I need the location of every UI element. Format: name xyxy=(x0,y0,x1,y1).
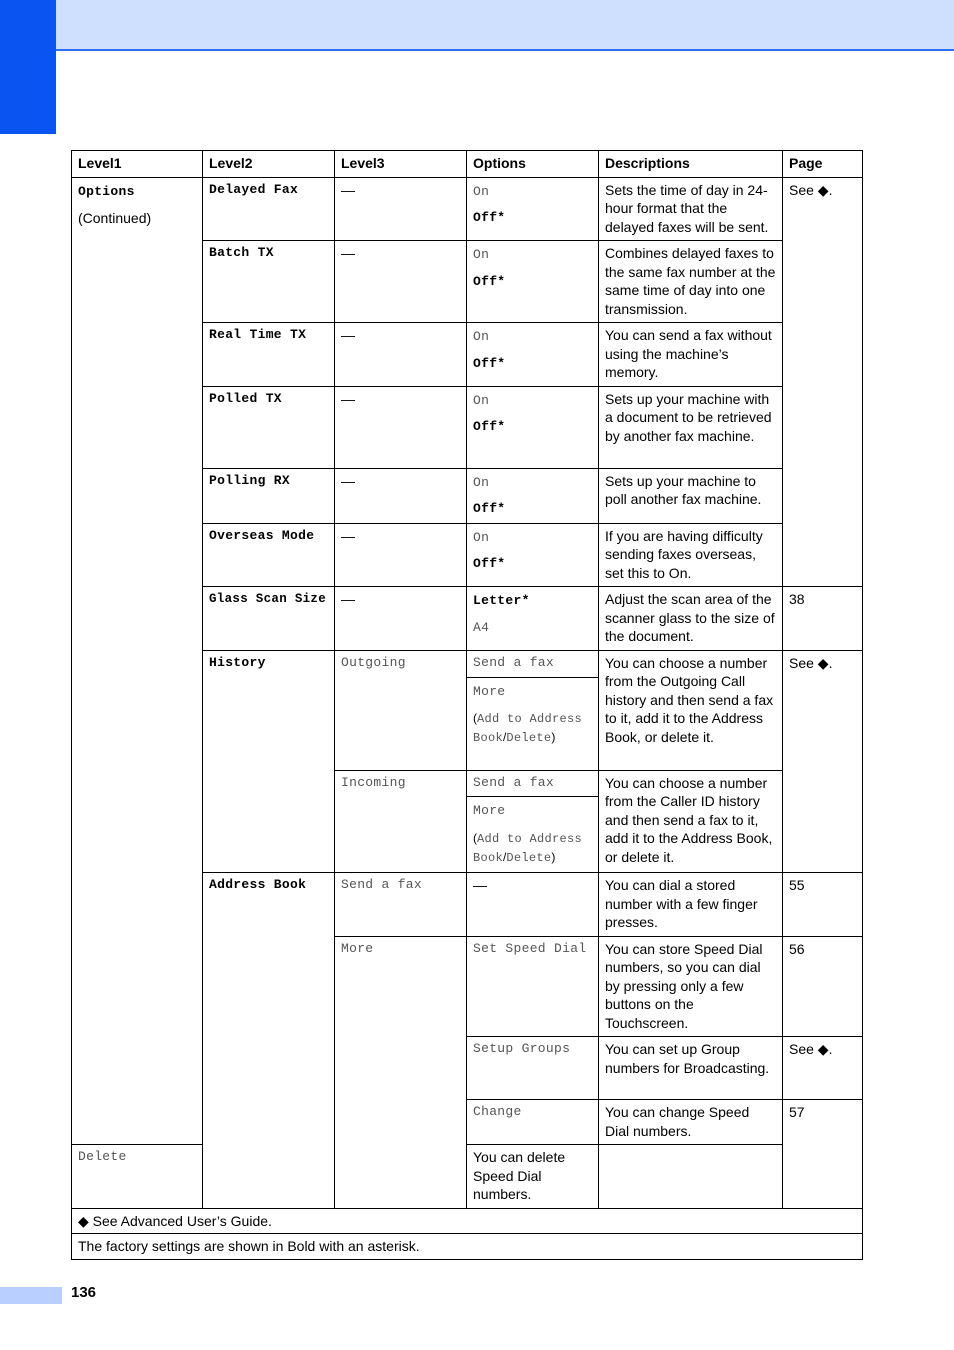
level2-batch-tx: Batch TX xyxy=(203,241,335,323)
description-cell: You can delete Speed Dial numbers. xyxy=(467,1145,599,1209)
level1-name: Options xyxy=(78,183,135,199)
level3-cell: — xyxy=(335,323,467,387)
option-more: More xyxy=(473,803,506,818)
option-set-speed-dial: Set Speed Dial xyxy=(467,936,599,1037)
level3-outgoing: Outgoing xyxy=(335,650,467,770)
footer-tab xyxy=(0,1287,62,1304)
description-cell: Combines delayed faxes to the same fax number at the same time of day into one transmission. xyxy=(599,241,783,323)
option-send-a-fax: Send a fax xyxy=(467,770,599,797)
settings-table xyxy=(71,150,863,1260)
option-change: Change xyxy=(467,1100,599,1145)
level3-cell: — xyxy=(335,587,467,651)
level3-more: More xyxy=(335,936,467,1208)
header-level3: Level3 xyxy=(335,151,467,178)
header-band xyxy=(0,0,954,51)
footnote-factory-settings: The factory settings are shown in Bold with an asterisk. xyxy=(72,1234,863,1260)
table-header-row xyxy=(72,151,863,178)
level2-overseas-mode: Overseas Mode xyxy=(203,523,335,587)
level2-polled-tx: Polled TX xyxy=(203,386,335,468)
footnote-row xyxy=(72,1234,863,1260)
level2-address-book: Address Book xyxy=(203,873,335,1209)
options-cell xyxy=(467,468,599,523)
option-on: On xyxy=(473,183,490,199)
option-on: On xyxy=(473,247,490,262)
footnote-row xyxy=(72,1208,863,1234)
option-delete: Delete xyxy=(506,731,552,745)
page-cell: 38 xyxy=(783,587,863,651)
level2-glass-scan-size: Glass Scan Size xyxy=(203,587,335,651)
option-letter-default: Letter* xyxy=(473,593,530,608)
level2-polling-rx: Polling RX xyxy=(203,468,335,523)
options-cell xyxy=(467,523,599,587)
level1-cell xyxy=(72,177,203,1145)
options-cell xyxy=(467,177,599,241)
options-cell xyxy=(467,386,599,468)
option-off-default: Off* xyxy=(473,419,506,434)
page-cell: See ◆. xyxy=(783,1037,863,1100)
header-level1: Level1 xyxy=(72,151,203,178)
page-cell: 57 xyxy=(783,1100,863,1209)
level3-send-a-fax: Send a fax xyxy=(335,873,467,937)
footnote-advanced-guide: ◆ See Advanced User’s Guide. xyxy=(72,1208,863,1234)
options-cell xyxy=(467,323,599,387)
level1-note: (Continued) xyxy=(78,210,152,226)
option-on: On xyxy=(473,474,490,490)
option-off-default: Off* xyxy=(473,556,506,571)
description-cell: Sets up your machine with a document to be retrieved by another fax machine. xyxy=(599,386,783,468)
description-cell: Adjust the scan area of the scanner glass to the size of the document. xyxy=(599,587,783,651)
page-cell: 55 xyxy=(783,873,863,937)
level3-cell: — xyxy=(335,386,467,468)
header-level2: Level2 xyxy=(203,151,335,178)
description-cell: You can change Speed Dial numbers. xyxy=(599,1100,783,1145)
level2-real-time-tx: Real Time TX xyxy=(203,323,335,387)
options-cell xyxy=(467,241,599,323)
option-more-detail: (Add to Address Book/Delete) xyxy=(473,711,583,745)
description-cell: You can set up Group numbers for Broadcasting. xyxy=(599,1037,783,1100)
table-row xyxy=(72,1145,863,1209)
option-more-detail: (Add to Address Book/Delete) xyxy=(473,830,583,865)
level3-incoming: Incoming xyxy=(335,770,467,873)
page-cell: 56 xyxy=(783,936,863,1037)
description-cell: Sets up your machine to poll another fax machine. xyxy=(599,468,783,523)
level2-history: History xyxy=(203,650,335,873)
option-setup-groups: Setup Groups xyxy=(467,1037,599,1100)
option-on: On xyxy=(473,529,490,545)
level3-cell: — xyxy=(335,523,467,587)
options-cell xyxy=(467,677,599,770)
option-off-default: Off* xyxy=(473,501,506,516)
description-cell: You can choose a number from the Outgoing Call history and then send a fax to it, add it to the Address Book, or delete it. xyxy=(599,650,783,770)
options-cell: — xyxy=(467,873,599,937)
level3-cell: — xyxy=(335,241,467,323)
option-delete: Delete xyxy=(72,1145,203,1209)
description-cell: You can store Speed Dial numbers, so you can dial by pressing only a few buttons on the Touchscreen. xyxy=(599,936,783,1037)
option-send-a-fax: Send a fax xyxy=(467,650,599,677)
option-off-default: Off* xyxy=(473,210,506,225)
options-cell xyxy=(467,797,599,873)
page-number: 136 xyxy=(71,1284,97,1301)
options-cell xyxy=(467,587,599,651)
option-off-default: Off* xyxy=(473,273,506,289)
page-cell: See ◆. xyxy=(783,650,863,873)
description-cell: You can dial a stored number with a few finger presses. xyxy=(599,873,783,937)
page-cell: See ◆. xyxy=(783,177,863,587)
level2-delayed-fax: Delayed Fax xyxy=(203,177,335,241)
chapter-tab xyxy=(0,0,56,134)
header-descriptions: Descriptions xyxy=(599,151,783,178)
option-delete: Delete xyxy=(506,850,552,865)
description-cell: You can choose a number from the Caller ID history and then send a fax to it, add it to the Address Book, or delete it. xyxy=(599,770,783,873)
option-add-to-address-book: Add to Address Book xyxy=(473,712,583,745)
option-more: More xyxy=(473,683,506,699)
table-row xyxy=(72,177,863,241)
option-a4: A4 xyxy=(473,619,490,635)
option-on: On xyxy=(473,329,490,344)
option-on: On xyxy=(473,392,490,408)
level3-cell: — xyxy=(335,177,467,241)
option-add-to-address-book: Add to Address Book xyxy=(473,831,583,865)
description-cell: If you are having difficulty sending faxes overseas, set this to On. xyxy=(599,523,783,587)
header-options: Options xyxy=(467,151,599,178)
option-off-default: Off* xyxy=(473,355,506,371)
description-cell: You can send a fax without using the machine’s memory. xyxy=(599,323,783,387)
level3-cell: — xyxy=(335,468,467,523)
header-page: Page xyxy=(783,151,863,178)
description-cell: Sets the time of day in 24-hour format that the delayed faxes will be sent. xyxy=(599,177,783,241)
